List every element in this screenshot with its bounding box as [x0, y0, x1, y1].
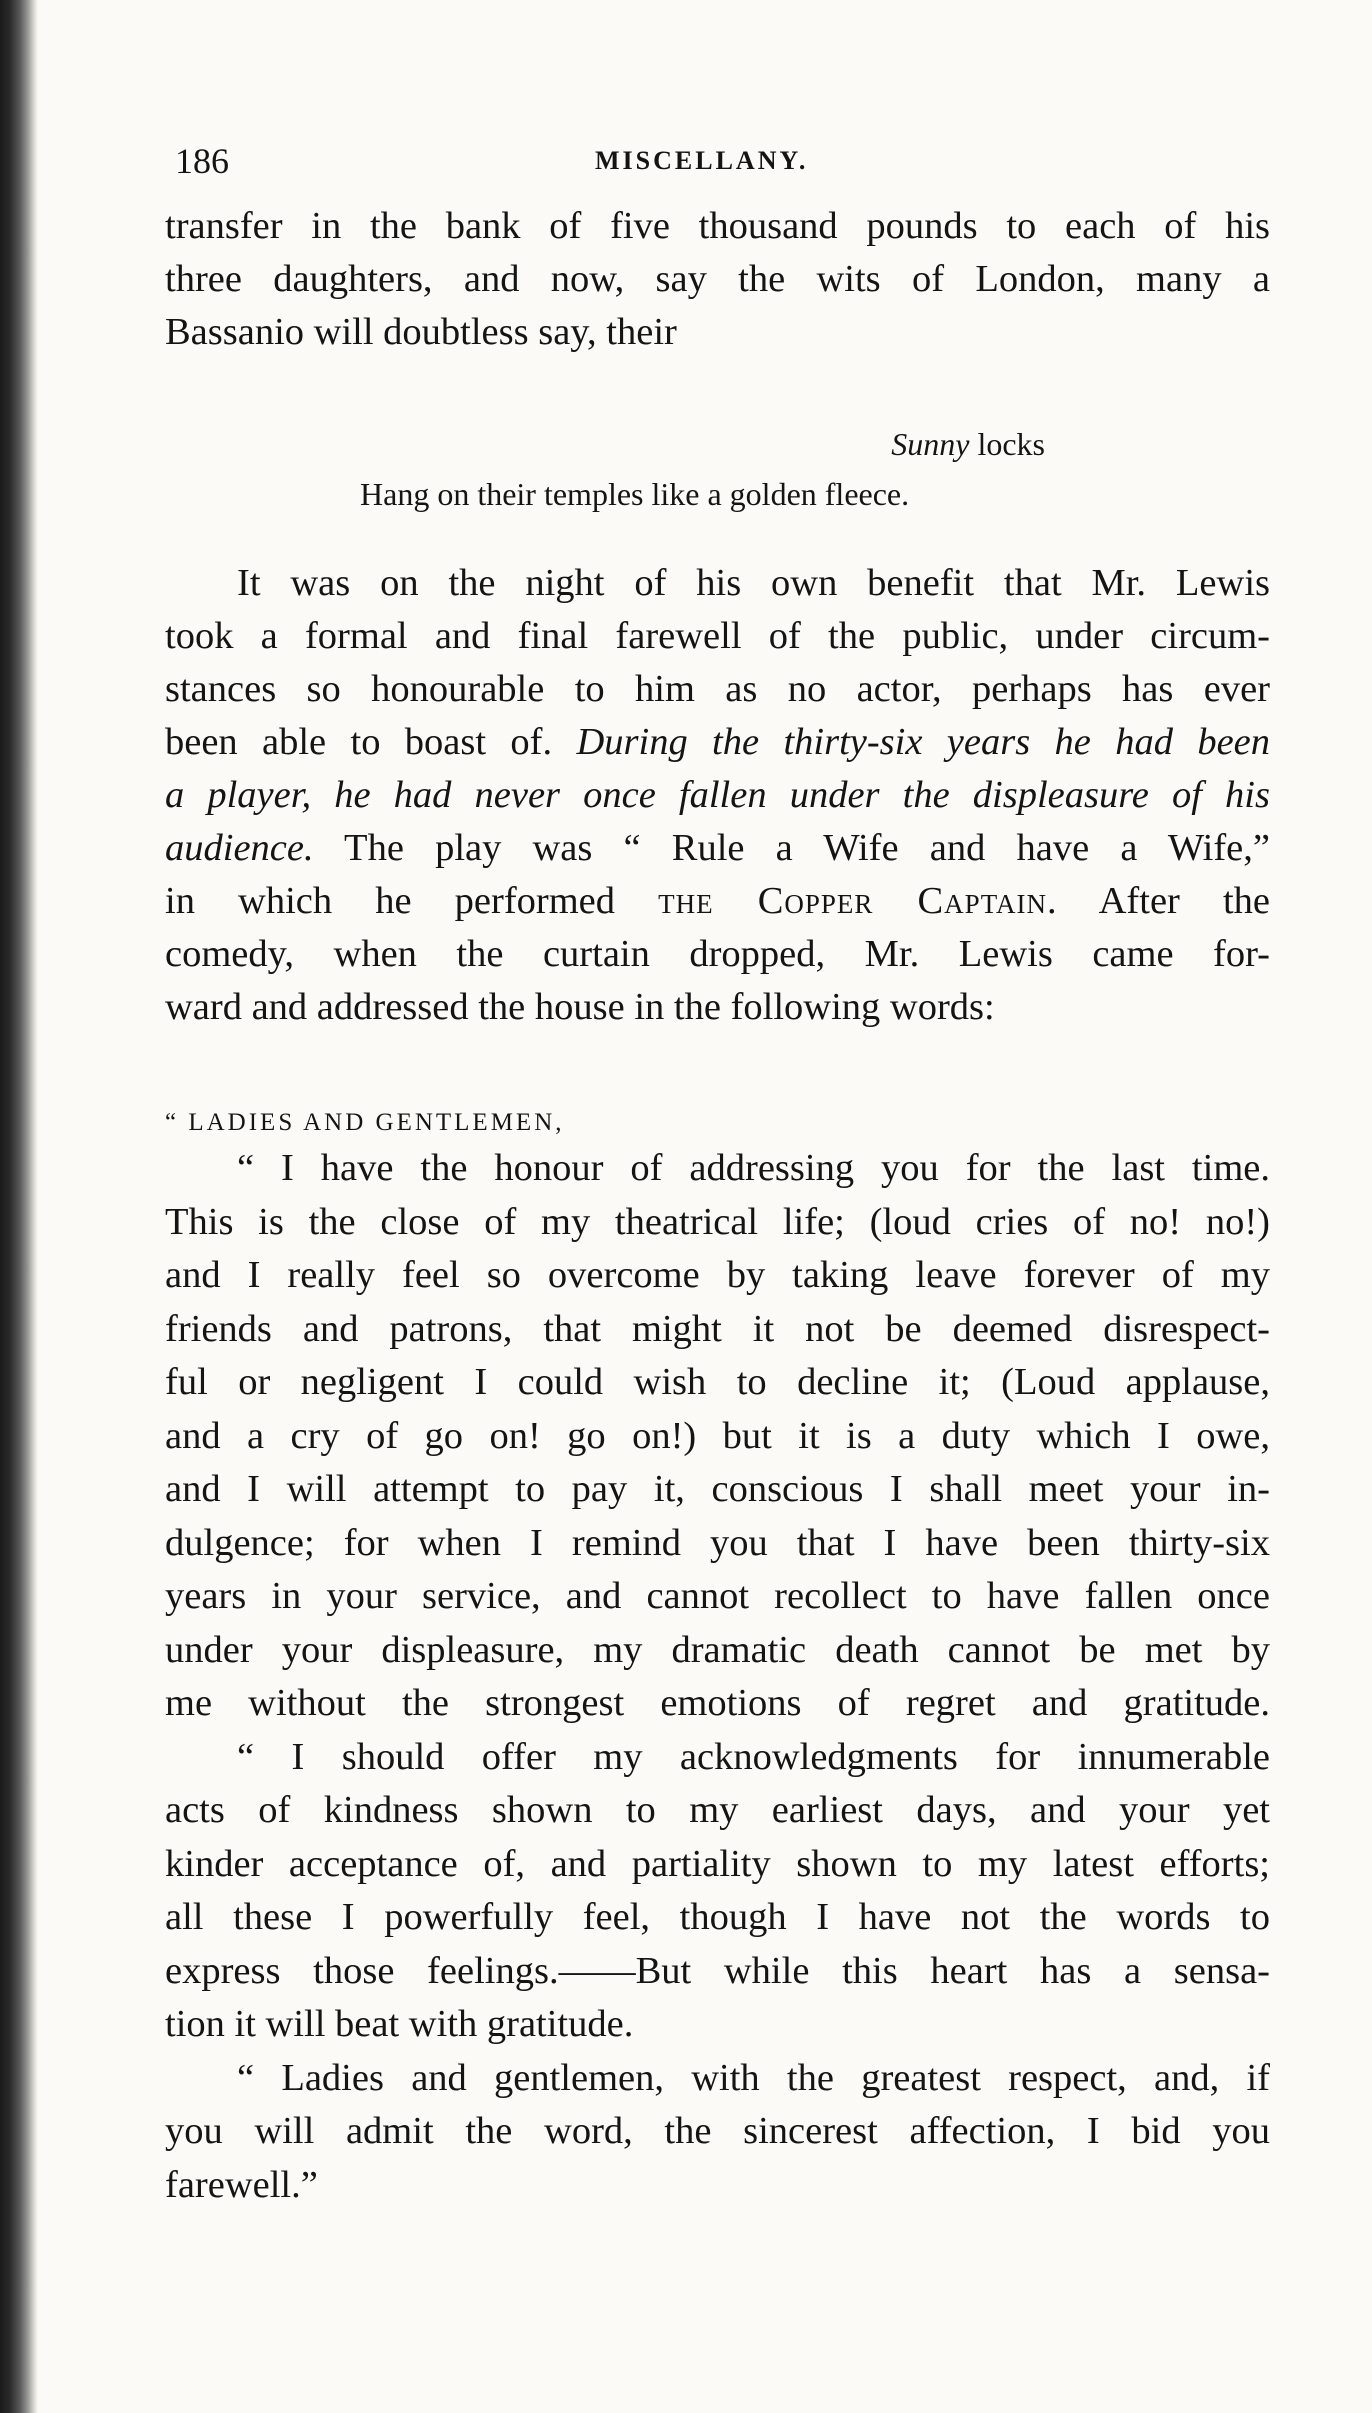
text-line: under your displeasure, my dramatic death cannot be met by: [165, 1628, 1270, 1671]
text-line: farewell.”: [165, 2163, 318, 2206]
text-segment: in which he performed: [165, 880, 659, 922]
text-line: comedy, when the curtain dropped, Mr. Lewis came for-: [165, 933, 1270, 975]
text-line: tion it will beat with gratitude.: [165, 2003, 634, 2045]
binding-shadow: [0, 0, 38, 2413]
text-line: kinder acceptance of, and partiality shown to my latest efforts;: [165, 1842, 1270, 1885]
page-header: [165, 140, 1270, 200]
speech-paragraph-3: [165, 2052, 1270, 2213]
italic-segment: audience.: [165, 827, 314, 869]
text-line: took a formal and final farewell of the public, under circum-: [165, 615, 1270, 657]
text-segment: After the: [1057, 880, 1270, 922]
text-line: ward and addressed the house in the following words:: [165, 986, 995, 1028]
text-line: This is the close of my theatrical life; (loud cries of no! no!): [165, 1200, 1270, 1243]
verse-italic-word: Sunny: [891, 426, 970, 462]
text-line: friends and patrons, that might it not be deemed disrespect-: [165, 1307, 1270, 1350]
text-line: me without the strongest emotions of regret and gratitude.: [165, 1682, 1270, 1724]
text-segment: The play was “ Rule a Wife and have a Wife,”: [313, 827, 1270, 869]
text-line: “ I have the honour of addressing you for the last time.: [237, 1147, 1270, 1189]
paragraph-farewell: [165, 557, 1270, 1034]
text-line: Bassanio will doubtless say, their: [165, 311, 677, 353]
text-line: “ Ladies and gentlemen, with the greatest respect, and, if: [237, 2056, 1270, 2099]
text-line: [165, 716, 1270, 769]
text-line: acts of kindness shown to my earliest days, and your yet: [165, 1789, 1270, 1831]
paragraph-opening: [165, 200, 1270, 359]
text-line: ful or negligent I could wish to decline it; (Loud applause,: [165, 1361, 1270, 1403]
text-line: all these I powerfully feel, though I have not the words to: [165, 1896, 1270, 1938]
verse-line-2: Hang on their temples like a golden fleece.: [360, 476, 910, 512]
text-line: you will admit the word, the sincerest affection, I bid you: [165, 2110, 1270, 2152]
page-number: 186: [175, 141, 229, 181]
speech-paragraph-1: [165, 1142, 1270, 1731]
text-line: It was on the night of his own benefit that Mr. Lewis: [237, 562, 1270, 604]
verse-line-1-rest: locks: [969, 426, 1045, 462]
text-line: and I really feel so overcome by taking leave forever of my: [165, 1254, 1270, 1296]
text-line: and I will attempt to pay it, conscious I shall meet your in-: [165, 1468, 1270, 1510]
text-line: and a cry of go on! go on!) but it is a duty which I owe,: [165, 1414, 1270, 1457]
text-line: dulgence; for when I remind you that I have been thirty-six: [165, 1521, 1270, 1564]
text-line: “ I should offer my acknowledgments for innumerable: [237, 1735, 1270, 1778]
text-line: [165, 822, 1270, 875]
book-page: [165, 140, 1270, 2212]
text-line: transfer in the bank of five thousand pounds to each of his: [165, 205, 1270, 247]
small-caps-segment: the Copper Captain.: [658, 880, 1058, 922]
text-line: three daughters, and now, say the wits of London, many a: [165, 258, 1270, 300]
italic-segment: During the thirty-six years he had been: [576, 721, 1270, 763]
text-line: stances so honourable to him as no actor, perhaps has ever: [165, 668, 1270, 710]
running-head: MISCELLANY.: [595, 146, 809, 175]
farewell-speech: [165, 1104, 1270, 2212]
text-line: [165, 875, 1270, 928]
text-segment: been able to boast of.: [165, 721, 577, 763]
verse-quotation: [165, 419, 1270, 519]
speech-salutation: “ LADIES AND GENTLEMEN,: [165, 1109, 565, 1136]
text-line: [165, 769, 1270, 822]
italic-segment: a player, he had never once fallen under the displeasure of his: [165, 774, 1270, 816]
text-line: express those feelings.——But while this heart has a sensa-: [165, 1949, 1270, 1992]
text-line: years in your service, and cannot recollect to have fallen once: [165, 1575, 1270, 1617]
speech-paragraph-2: [165, 1731, 1270, 2052]
verse-line-1: [165, 419, 1270, 469]
